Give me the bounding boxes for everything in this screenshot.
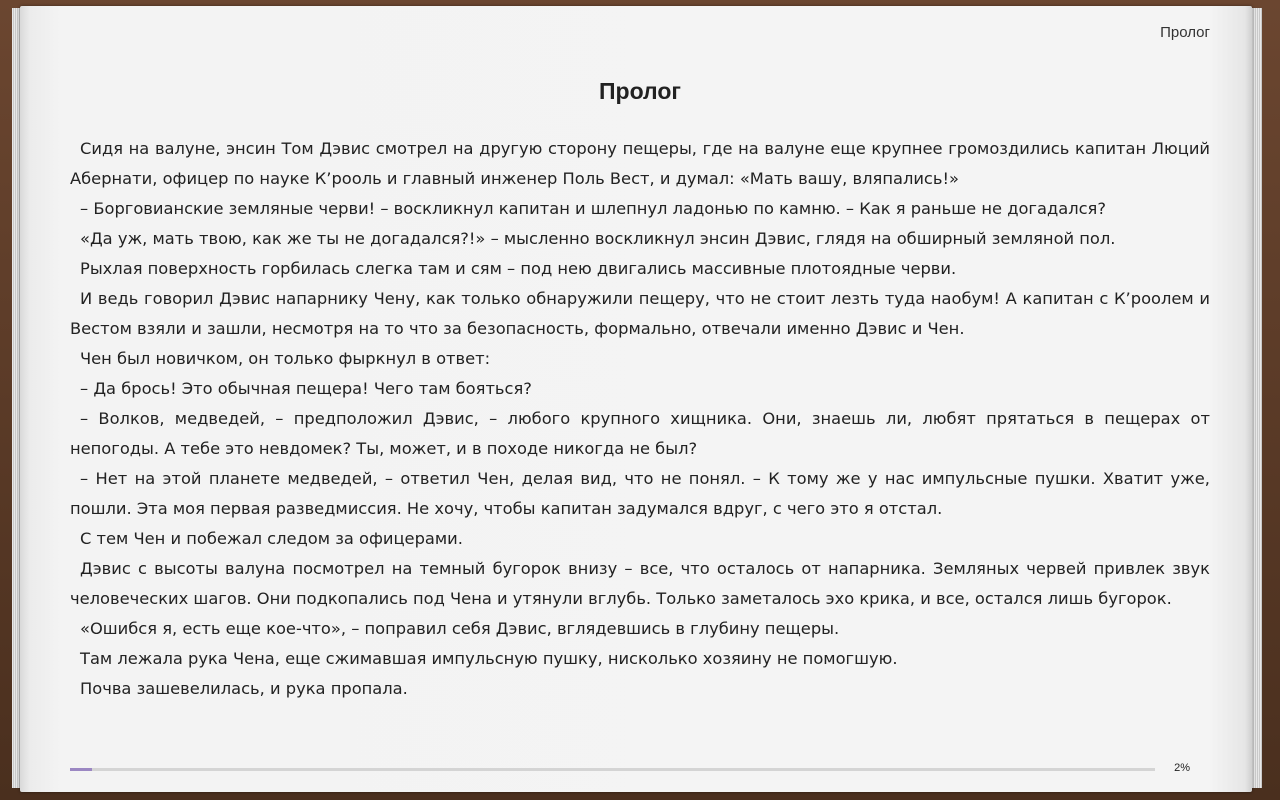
paragraph: Рыхлая поверхность горбилась слегка там и сям – под нею двигались массивные плотоядные черви.	[80, 259, 957, 278]
paragraph: «Ошибся я, есть еще кое-что», – поправил себя Дэвис, вглядевшись в глубину пещеры.	[80, 619, 840, 638]
paragraph: Почва зашевелилась, и рука пропала.	[80, 679, 408, 698]
chapter-title: Пролог	[599, 78, 681, 104]
reading-progress-bar[interactable]	[70, 768, 1155, 771]
paragraph: Дэвис с высоты валуна посмотрел на темный бугорок внизу – все, что осталось от напарника. Земляных червей привлек звук человеческих шагов. Они подкопались под Чена и утянули вглубь. Только заметалось эхо крика, и все, остался лишь бугорок.	[70, 559, 1210, 608]
paragraph: – Да брось! Это обычная пещера! Чего там бояться?	[80, 379, 532, 398]
reading-progress-fill	[70, 768, 92, 771]
paragraph: И ведь говорил Дэвис напарнику Чену, как только обнаружили пещеру, что не стоит лезть туда наобум! А капитан с К’роолем и Вестом взяли и зашли, несмотря на то что за безопасность, формально, отвечали именно Дэвис и Чен.	[70, 289, 1210, 338]
paragraph: – Борговианские земляные черви! – воскликнул капитан и шлепнул ладонью по камню. – Как я раньше не догадался?	[80, 199, 1106, 218]
paragraph: Сидя на валуне, энсин Том Дэвис смотрел на другую сторону пещеры, где на валуне еще крупнее громоздились капитан Люций Абернати, офицер по науке К’рооль и главный инженер Поль Вест, и думал: «Мать вашу, вляпались!»	[70, 139, 1210, 188]
reading-progress-label: 2%	[1174, 762, 1190, 774]
page-stack-right	[1252, 8, 1262, 788]
paragraph: Чен был новичком, он только фыркнул в ответ:	[80, 349, 491, 368]
paragraph: С тем Чен и побежал следом за офицерами.	[80, 529, 463, 548]
paragraph: – Волков, медведей, – предположил Дэвис, – любого крупного хищника. Они, знаешь ли, любят прятаться в пещерах от непогоды. А тебе это невдомек? Ты, может, и в походе никогда не был?	[70, 409, 1210, 458]
paragraph: «Да уж, мать твою, как же ты не догадался?!» – мысленно воскликнул энсин Дэвис, глядя на обширный земляной пол.	[80, 229, 1116, 248]
paragraph: Там лежала рука Чена, еще сжимавшая импульсную пушку, нисколько хозяину не помогшую.	[80, 649, 898, 668]
page-stack-left	[12, 8, 20, 788]
running-header: Пролог	[1160, 24, 1210, 41]
paragraph: – Нет на этой планете медведей, – ответил Чен, делая вид, что не понял. – К тому же у нас импульсные пушки. Хватит уже, пошли. Эта моя первая разведмиссия. Не хочу, чтобы капитан задумался вдруг, с чего это я отстал.	[70, 469, 1210, 518]
chapter-text[interactable]	[70, 134, 1210, 704]
